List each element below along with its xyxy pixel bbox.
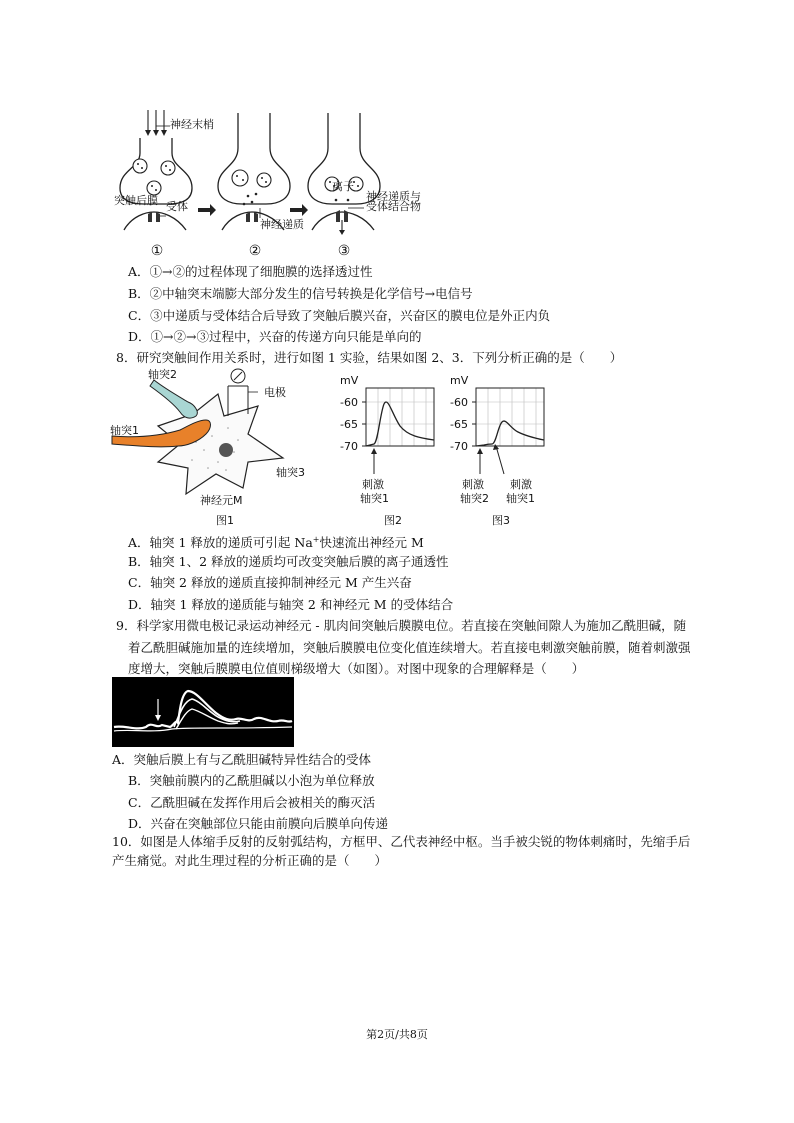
fig3-stimB-line1: 刺激 (510, 478, 532, 491)
fig3-stimA-line1: 刺激 (462, 478, 484, 491)
fig1-label-axon2: 轴突2 (148, 368, 177, 381)
fig3-tick-60: -60 (450, 396, 468, 409)
q7-option-c[interactable]: C．③中递质与受体结合后导致了突触后膜兴奋，兴奋区的膜电位是外正内负 (128, 308, 551, 323)
q9-stem-line3: 度增大，突触后膜膜电位值则梯级增大（如图）。对图中现象的合理解释是（ ） (128, 661, 585, 676)
fig2-unit: mV (340, 374, 359, 387)
q8-option-a[interactable]: A．轴突 1 释放的递质可引起 Na+快速流出神经元 M (128, 535, 424, 551)
fig1-label-electrode: 电极 (264, 386, 286, 399)
fig2-stim-line1: 刺激 (362, 478, 384, 491)
synapse-process-figure (110, 108, 421, 259)
fig2-tick-70: -70 (340, 440, 358, 453)
fig2-tick-60: -60 (340, 396, 358, 409)
q7-option-b[interactable]: B．②中轴突末端膨大部分发生的信号转换是化学信号→电信号 (128, 286, 473, 301)
fig1-label-neuron: 神经元M (200, 494, 243, 507)
q9-option-c[interactable]: C．乙酰胆碱在发挥作用后会被相关的酶灭活 (128, 795, 376, 810)
q8-option-b[interactable]: B．轴突 1、2 释放的递质均可改变突触后膜的离子通透性 (128, 554, 449, 569)
step-1-label: ① (150, 243, 164, 259)
fig3-unit: mV (450, 374, 469, 387)
label-transmitter: 神经递质 (260, 218, 304, 231)
q9-stem-line2: 着乙酰胆碱施加量的连续增加，突触后膜膜电位变化值连续增大。若直接电刺激突触前膜，随着刺激强 (128, 640, 691, 655)
step-3-label: ③ (337, 243, 351, 259)
fig3-stimA-line2: 轴突2 (460, 492, 489, 505)
q8-figure-3 (444, 374, 564, 528)
q7-option-d[interactable]: D．①→②→③过程中，兴奋的传递方向只能是单向的 (128, 329, 422, 344)
label-receptor: 受体 (166, 200, 188, 213)
q7-option-a[interactable]: A．①→②的过程体现了细胞膜的选择透过性 (128, 264, 373, 279)
label-postsyn: 突触后膜 (114, 194, 158, 207)
q10-stem-line1: 10．如图是人体缩手反射的反射弧结构，方框甲、乙代表神经中枢。当手被尖锐的物体刺痛时，先缩手后 (112, 834, 691, 849)
fig3-caption: 图3 (492, 514, 510, 527)
q9-option-d[interactable]: D．兴奋在突触部位只能由前膜向后膜单向传递 (128, 816, 389, 831)
q8-stem: 8．研究突触间作用关系时，进行如图 1 实验，结果如图 2、3．下列分析正确的是（ ） (116, 350, 623, 365)
q8-option-d[interactable]: D．轴突 1 释放的递质能与轴突 2 和神经元 M 的受体结合 (128, 597, 454, 612)
fig3-potential-curve (476, 421, 544, 446)
q9-option-a[interactable]: A．突触后膜上有与乙酰胆碱特异性结合的受体 (112, 752, 372, 767)
q8-option-c[interactable]: C．轴突 2 释放的递质直接抑制神经元 M 产生兴奋 (128, 575, 412, 590)
label-terminal: 神经末梢 (170, 118, 214, 131)
fig3-stimB-line2: 轴突1 (506, 492, 535, 505)
q9-option-b[interactable]: B．突触前膜内的乙酰胆碱以小泡为单位释放 (128, 773, 375, 788)
fig2-caption: 图2 (384, 514, 402, 527)
q9-stem-line1: 9．科学家用微电极记录运动神经元 - 肌肉间突触后膜膜电位。若直接在突触间隙人为施加乙酰胆碱，随 (116, 618, 687, 633)
q10-stem-line2: 产生痛觉。对此生理过程的分析正确的是（ ） (112, 853, 388, 868)
fig3-tick-70: -70 (450, 440, 468, 453)
fig1-caption: 图1 (216, 514, 234, 527)
step-2-label: ② (248, 243, 262, 259)
q9-recording-figure (112, 677, 294, 747)
fig2-stim-line2: 轴突1 (360, 492, 389, 505)
fig1-label-axon3: 轴突3 (276, 466, 305, 479)
fig2-tick-65: -65 (340, 418, 358, 431)
q8-figure-2 (334, 374, 444, 528)
page-footer: 第2页/共8页 (366, 1028, 428, 1041)
fig1-label-axon1: 轴突1 (110, 424, 139, 437)
label-complex-1: 神经递质与 (366, 190, 421, 203)
label-ion: 离子 (332, 180, 354, 193)
q8-figure-1 (108, 366, 318, 528)
label-complex-2: 受体结合物 (366, 200, 421, 213)
fig3-tick-65: -65 (450, 418, 468, 431)
